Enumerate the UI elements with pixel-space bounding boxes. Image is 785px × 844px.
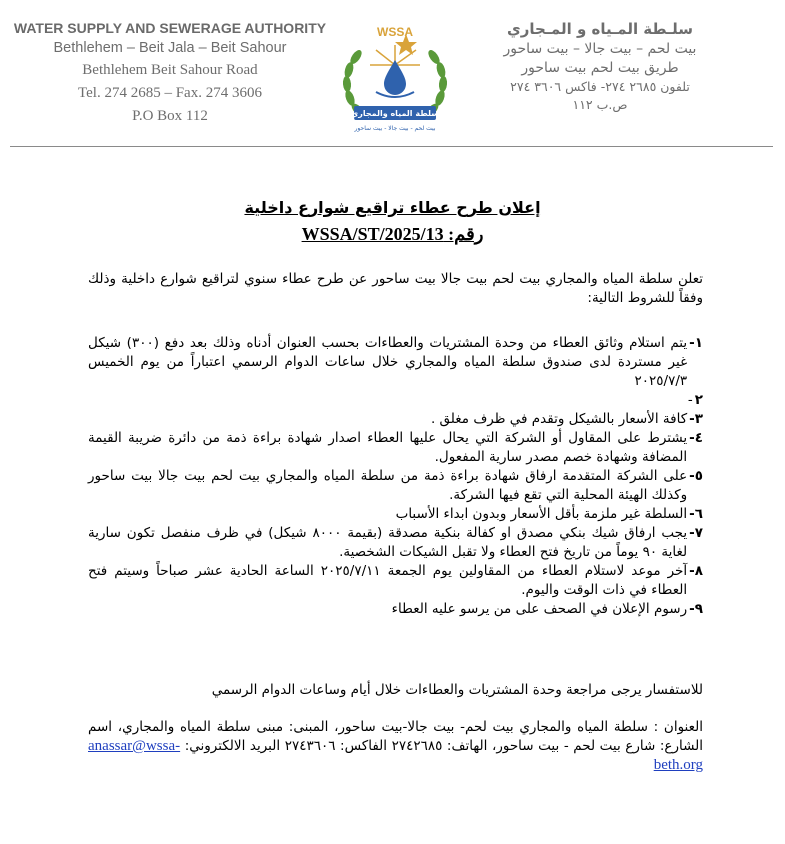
condition-text: يتم استلام وثائق العطاء من وحدة المشتريات والعطاءات بحسب العنوان أدناه وذلك بعد دفع (٣٠٠) شيكل غير مستردة لدى صندوق سلطة المياه والمجاري خلال ساعات الدوام الرسمي اعتباراً من يوم الخميس ٢٠٢٥/٧/٣ bbox=[88, 335, 688, 389]
wssa-logo bbox=[336, 20, 454, 140]
condition-number: ٦- bbox=[689, 506, 703, 522]
address-block bbox=[88, 718, 703, 775]
condition-item bbox=[88, 429, 703, 467]
road-ar: طريق بيت لحم بيت ساحور bbox=[521, 60, 679, 76]
email-link[interactable]: anassar@wssa-beth.org bbox=[88, 738, 703, 773]
announcement-title: إعلان طرح عطاء تراقيع شوارع داخلية bbox=[244, 198, 541, 217]
condition-item bbox=[88, 505, 703, 524]
logo-acronym: WSSA bbox=[377, 25, 413, 39]
po-box-en: P.O Box 112 bbox=[132, 108, 208, 124]
logo-subtitle: بيت لحم - بيت جالا - بيت ساحور bbox=[354, 125, 436, 132]
condition-item bbox=[88, 467, 703, 505]
condition-text: - bbox=[687, 392, 693, 408]
condition-text: رسوم الإعلان في الصحف على من يرسو عليه العطاء bbox=[391, 601, 688, 617]
condition-number: ٨- bbox=[689, 563, 703, 579]
cities-en: Bethlehem – Beit Jala – Beit Sahour bbox=[53, 40, 287, 56]
cities-ar: بيت لحم – بيت جالا – بيت ساحور bbox=[503, 41, 697, 57]
condition-number: ٥- bbox=[689, 468, 703, 484]
phone-fax-en: Tel. 274 2685 – Fax. 274 3606 bbox=[78, 85, 262, 101]
road-en: Bethlehem Beit Sahour Road bbox=[82, 62, 258, 78]
header-divider bbox=[10, 146, 773, 147]
header-arabic bbox=[465, 20, 735, 112]
condition-text: على الشركة المتقدمة ارفاق شهادة براءة ذمة من سلطة المياه والمجاري بيت لحم بيت جالا بيت ساحور وكذلك الهيئة المحلية التي تقع فيها الشركة. bbox=[88, 468, 688, 503]
logo-ribbon-text: سلطة المياه والمجاري bbox=[350, 109, 440, 118]
condition-number: ٧- bbox=[689, 525, 703, 541]
condition-item bbox=[88, 410, 703, 429]
condition-text: يشترط على المقاول أو الشركة التي يحال عليها العطاء اصدار شهادة براءة ذمة من دائرة ضريبة القيمة المضافة وشهادة خصم مصدر سارية المفعول. bbox=[88, 430, 688, 465]
org-name-en: WATER SUPPLY AND SEWERAGE AUTHORITY bbox=[13, 20, 327, 36]
condition-text: السلطة غير ملزمة بأقل الأسعار وبدون ابداء الأسباب bbox=[395, 506, 688, 522]
address-text: العنوان : سلطة المياه والمجاري بيت لحم- بيت جالا-بيت ساحور، المبنى: مبنى سلطة المياه والمجاري، اسم الشارع: شارع بيت لحم - بيت ساحور، الهاتف: ٢٧٤٢٦٨٥ الفاكس: ٢٧٤٣٦٠٦ البريد الالكتروني: bbox=[88, 719, 704, 754]
condition-text: كافة الأسعار بالشيكل وتقدم في ظرف مغلق . bbox=[430, 411, 688, 427]
po-box-ar: ص.ب ١١٢ bbox=[572, 97, 628, 112]
inquiry-note: للاستفسار يرجى مراجعة وحدة المشتريات والعطاءات خلال أيام وساعات الدوام الرسمي bbox=[211, 682, 703, 698]
condition-item bbox=[88, 334, 703, 391]
condition-item bbox=[88, 524, 703, 562]
condition-text: يجب ارفاق شيك بنكي مصدق او كفالة بنكية مصدقة (بقيمة ٨٠٠٠ شيكل) في ظرف منفصل تكون سارية لغاية ٩٠ يوماً من تاريخ فتح العطاء ولا تقبل الشيكات الشخصية. bbox=[88, 525, 688, 560]
condition-number: ٣- bbox=[689, 411, 703, 427]
condition-item bbox=[88, 600, 703, 619]
condition-number: ٩- bbox=[689, 601, 703, 617]
condition-text: آخر موعد لاستلام العطاء من المقاولين يوم الجمعة ٢٠٢٥/٧/١١ الساعة الحادية عشر صباحاً وسيتم فتح العطاء في ذات الوقت واليوم. bbox=[88, 563, 688, 598]
conditions-list bbox=[88, 334, 703, 619]
intro-paragraph: تعلن سلطة المياه والمجاري بيت لحم بيت جالا بيت ساحور عن طرح عطاء سنوي لتراقيع شوارع داخلية وذلك وفقاً للشروط التالية: bbox=[88, 271, 703, 306]
condition-item bbox=[88, 562, 703, 600]
condition-number: ١- bbox=[689, 335, 703, 351]
header-english bbox=[10, 20, 330, 125]
tender-number: رقم: WSSA/ST/2025/13 bbox=[301, 224, 484, 244]
org-name-ar: سلـطة المـياه و المـجاري bbox=[506, 20, 694, 38]
phone-fax-ar: تلفون ٢٦٨٥ ٢٧٤- فاكس ٣٦٠٦ ٢٧٤ bbox=[510, 79, 690, 94]
condition-number: ٤- bbox=[689, 430, 703, 446]
condition-item bbox=[88, 391, 703, 410]
condition-number: ٢ bbox=[694, 392, 703, 408]
